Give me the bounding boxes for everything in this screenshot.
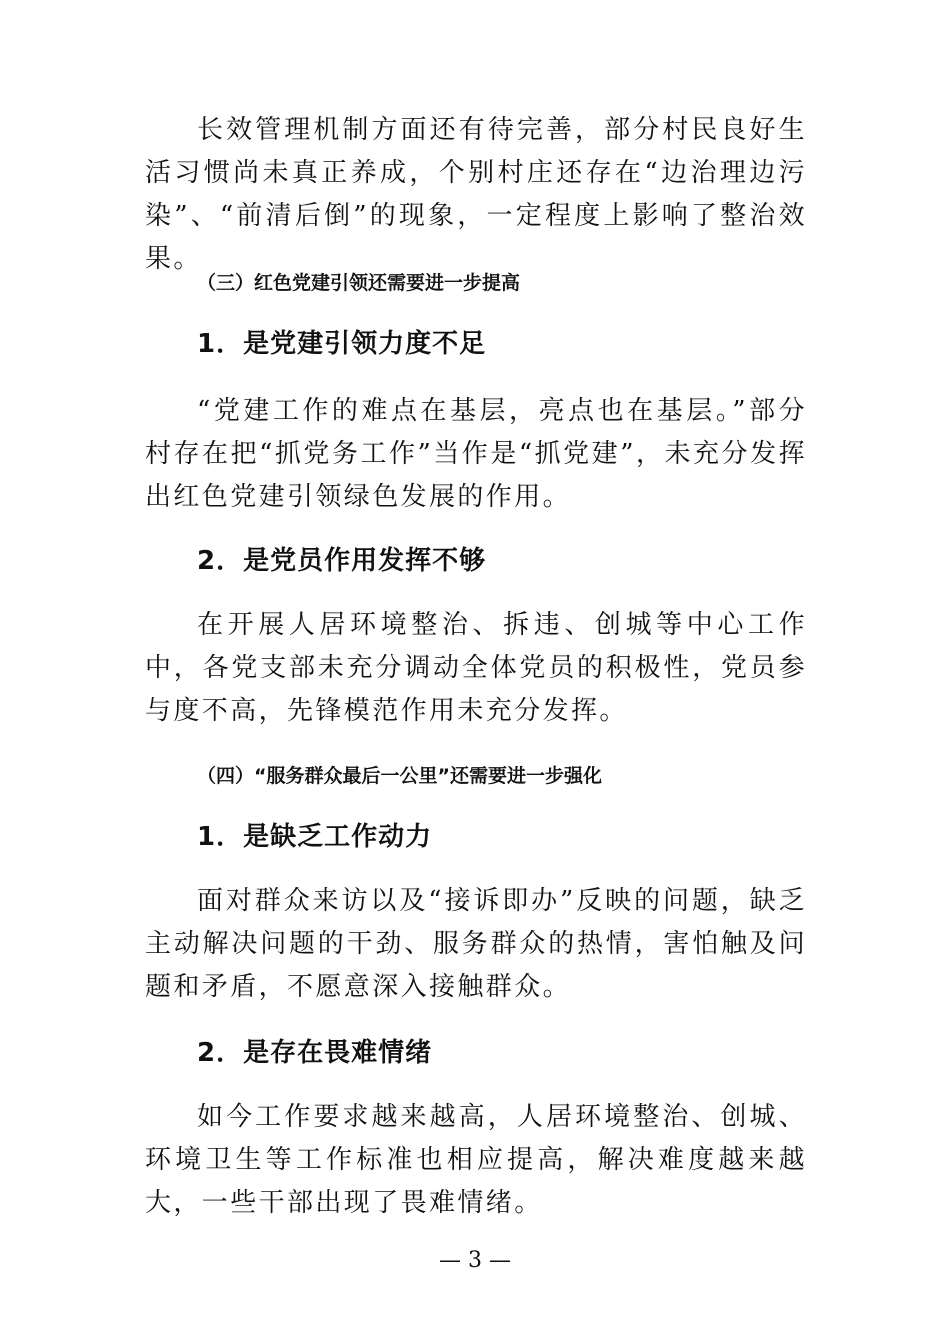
paragraph-long-term-mechanism: 长效管理机制方面还有待完善，部分村民良好生活习惯尚未真正养成，个别村庄还存在“边治理边污染”、“前清后倒”的现象，一定程度上影响了整治效果。 bbox=[145, 115, 807, 274]
section-heading-3: （三）红色党建引领还需要进一步提高 bbox=[197, 272, 521, 294]
paragraph-work-motivation: 面对群众来访以及“接诉即办”反映的问题，缺乏主动解决问题的干劲、服务群众的热情，害怕触及问题和矛盾，不愿意深入接触群众。 bbox=[145, 886, 807, 1002]
paragraph-party-building: “党建工作的难点在基层，亮点也在基层。”部分村存在把“抓党务工作”当作是“抓党建”，未充分发挥出红色党建引领绿色发展的作用。 bbox=[145, 396, 807, 512]
page-number: — 3 — bbox=[439, 1248, 511, 1273]
section-heading-4: （四）“服务群众最后一公里”还需要进一步强化 bbox=[197, 765, 602, 787]
sub-heading-fear-of-difficulty: 2．是存在畏难情绪 bbox=[197, 1038, 433, 1068]
sub-heading-party-leadership: 1．是党建引领力度不足 bbox=[197, 329, 487, 359]
sub-heading-party-members: 2．是党员作用发挥不够 bbox=[197, 546, 487, 576]
paragraph-party-members: 在开展人居环境整治、拆违、创城等中心工作中，各党支部未充分调动全体党员的积极性，党员参与度不高，先锋模范作用未充分发挥。 bbox=[145, 610, 807, 726]
paragraph-fear-of-difficulty: 如今工作要求越来越高，人居环境整治、创城、环境卫生等工作标准也相应提高，解决难度越来越大，一些干部出现了畏难情绪。 bbox=[145, 1102, 807, 1218]
sub-heading-work-motivation: 1．是缺乏工作动力 bbox=[197, 822, 433, 852]
